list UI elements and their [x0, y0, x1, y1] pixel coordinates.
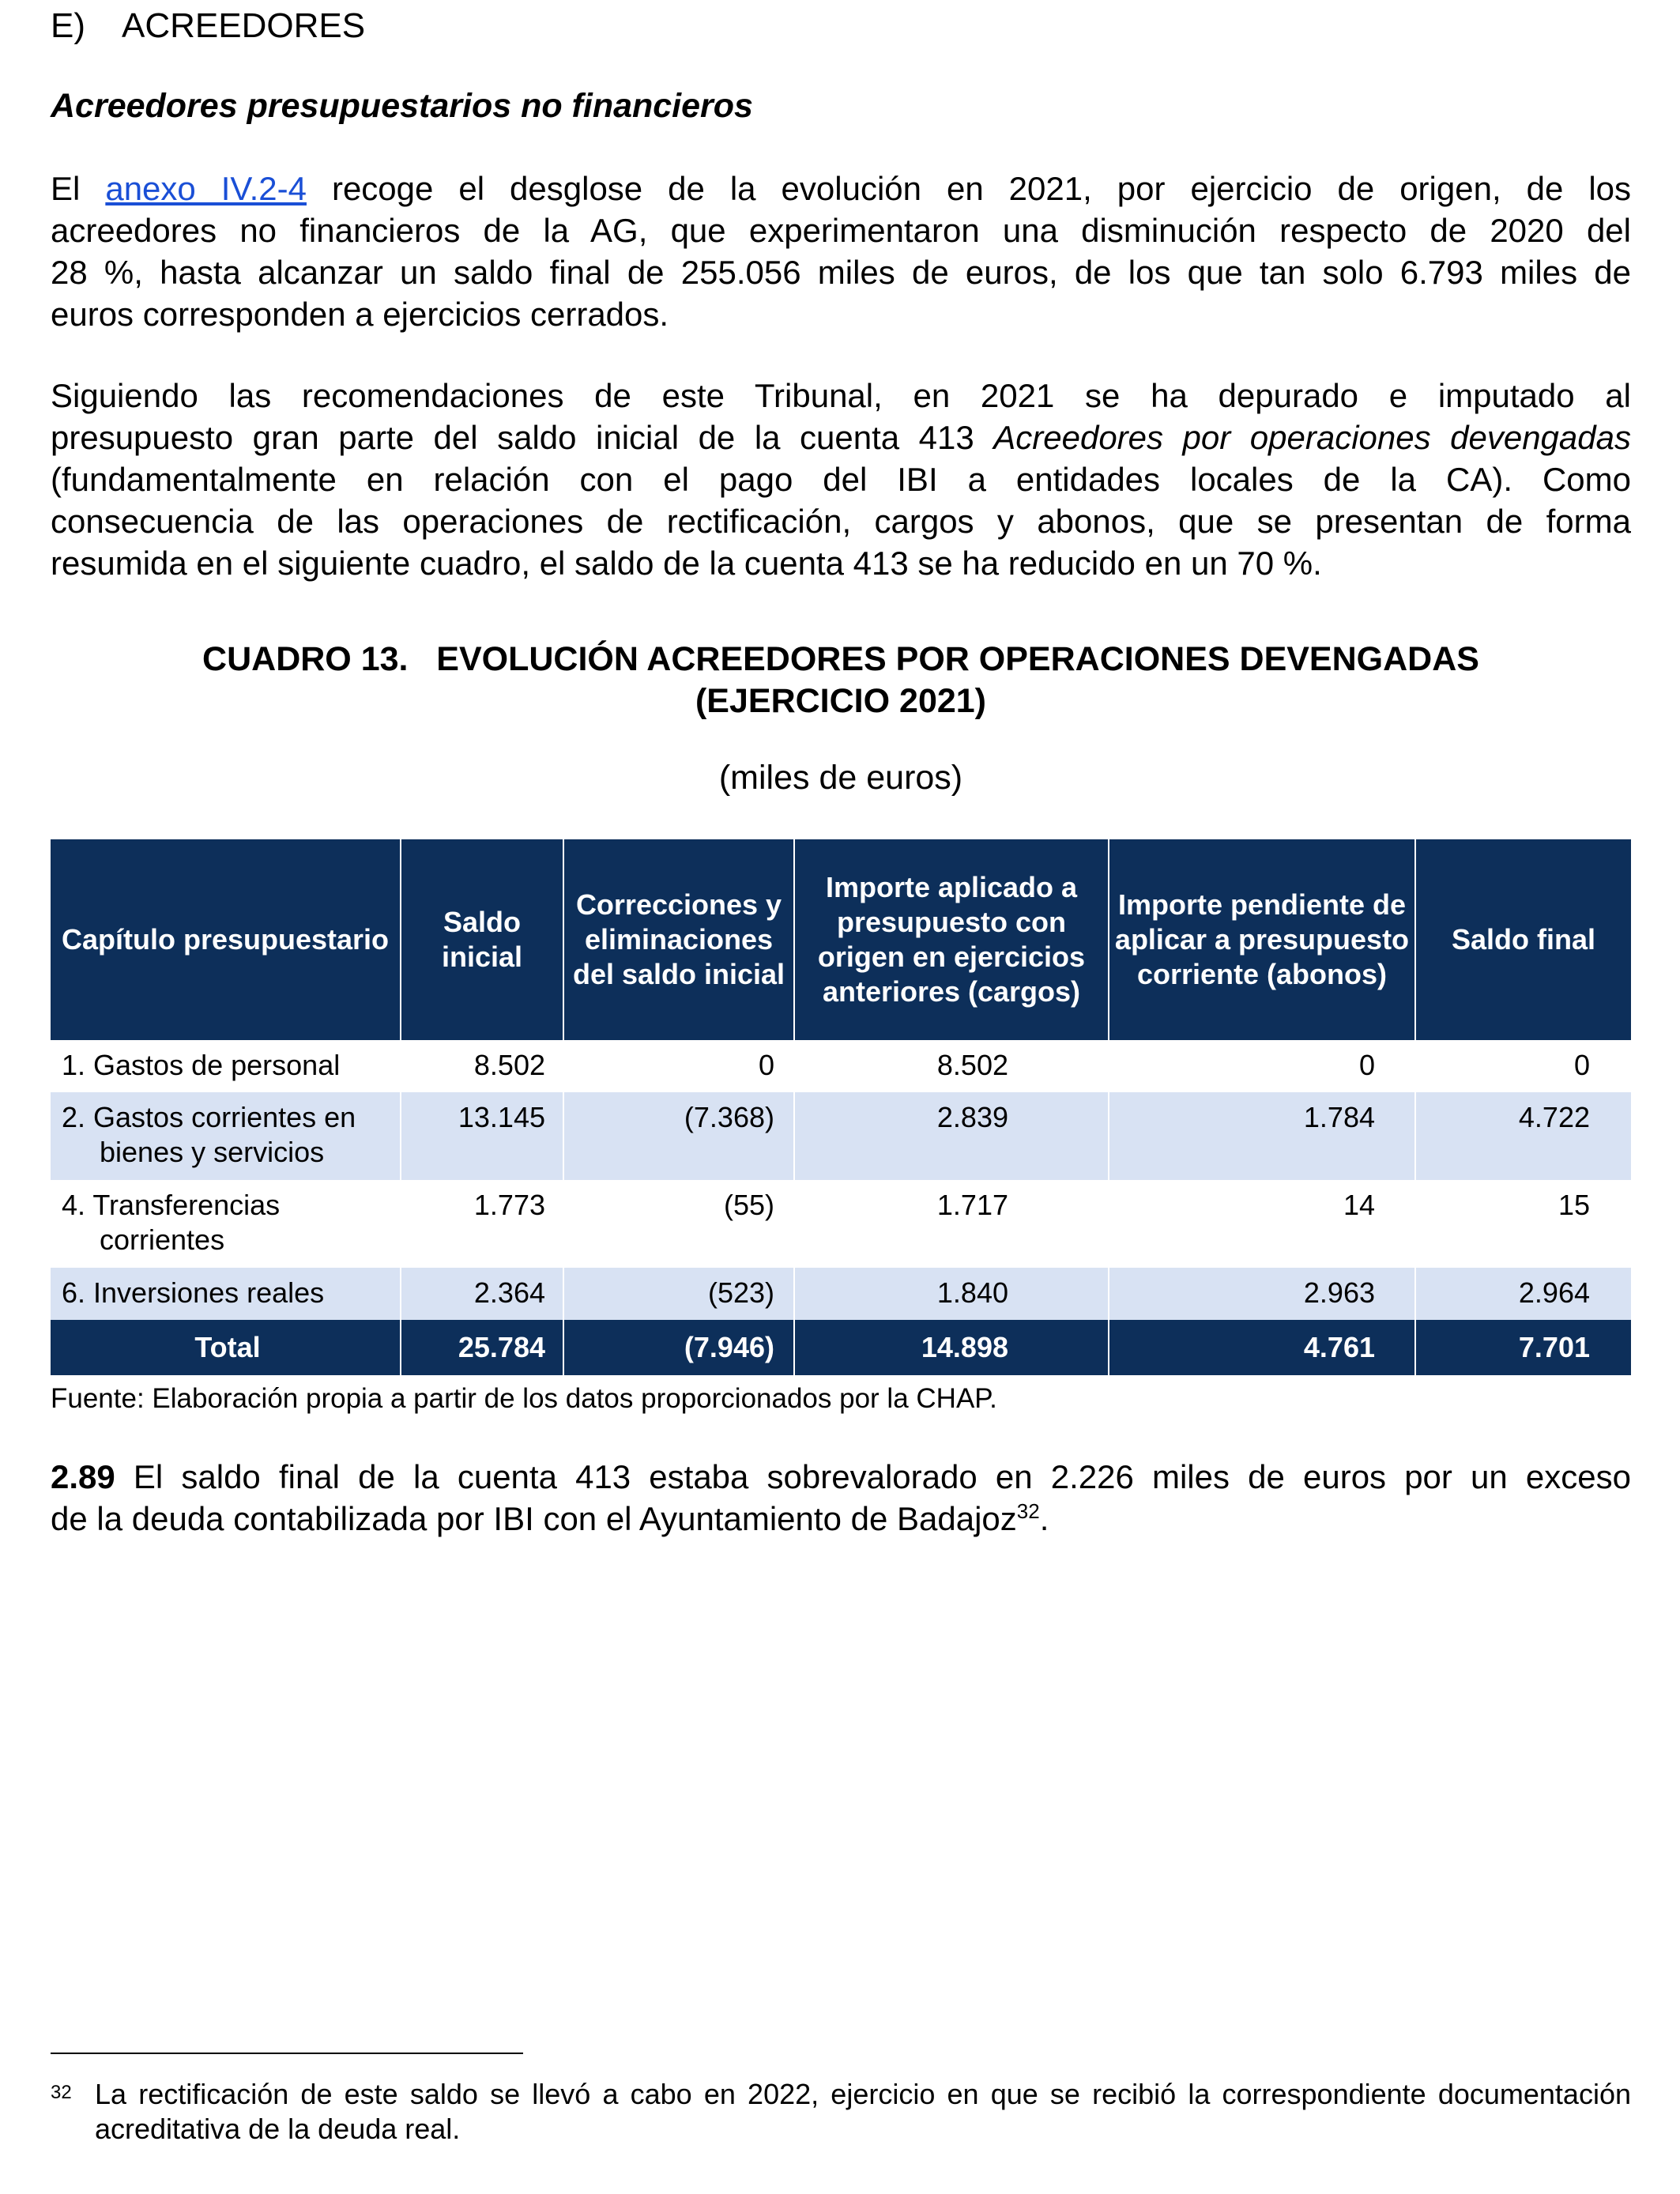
- cell-importe-pendiente: 2.963: [1109, 1268, 1415, 1320]
- paragraph-acreedores: [51, 168, 1631, 335]
- cell-saldo-final: 15: [1558, 1189, 1590, 1221]
- text-fragment: El saldo final de la cuenta 413 estaba sobrevalorado en 2.226 miles de euros por un exceso: [115, 1458, 1631, 1495]
- footnote-number: 32: [51, 2082, 72, 2103]
- table-source: Fuente: Elaboración propia a partir de los datos proporcionados por la CHAP.: [51, 1383, 997, 1414]
- text-fragment: recoge el desglose de la evolución en 2021, por ejercicio de origen, de los: [306, 170, 1632, 207]
- total-saldo-inicial: 25.784: [401, 1320, 563, 1375]
- col-header-importe-pendiente: Importe pendiente de aplicar a presupuesto corriente (abonos): [1109, 839, 1415, 1040]
- total-label: Total: [51, 1320, 401, 1375]
- paragraph-2-89: [51, 1456, 1631, 1540]
- row-label-text: 4. Transferencias: [62, 1189, 281, 1221]
- cell-saldo-inicial: 8.502: [401, 1040, 563, 1092]
- table-header-row: [51, 839, 1631, 1040]
- table-row: [51, 1092, 1631, 1180]
- table-row: [51, 1268, 1631, 1320]
- text-fragment: presupuesto gran parte del saldo inicial de la cuenta 413: [51, 419, 994, 456]
- text-fragment: .: [1039, 1500, 1049, 1537]
- cell-importe-aplicado: 2.839: [794, 1092, 1109, 1180]
- cell-saldo-final: 4.722: [1415, 1092, 1631, 1180]
- cell-importe-aplicado: 1.840: [794, 1268, 1109, 1320]
- section-label: E): [51, 6, 85, 45]
- cell-saldo-inicial: 1.773: [401, 1180, 563, 1268]
- cell-correcciones: (55): [563, 1180, 794, 1268]
- table-total-row: [51, 1320, 1631, 1375]
- col-header-saldo-inicial: Saldo inicial: [401, 839, 563, 1040]
- text-fragment: de la deuda contabilizada por IBI con el Ayuntamiento de Badajoz: [51, 1500, 1017, 1537]
- paragraph-line: [51, 1456, 1631, 1498]
- evolution-table: [51, 839, 1631, 1375]
- col-header-correcciones: Correcciones y eliminaciones del saldo inicial: [563, 839, 794, 1040]
- cell-correcciones: 0: [563, 1040, 794, 1092]
- footnote-divider: [51, 2053, 523, 2054]
- paragraph-line: (fundamentalmente en relación con el pago del IBI a entidades locales de la CA). Como: [51, 461, 1631, 498]
- subsection-title: Acreedores presupuestarios no financieros: [51, 87, 753, 125]
- table-units: (miles de euros): [718, 759, 963, 797]
- cell-saldo-final: 2.964: [1415, 1268, 1631, 1320]
- footnote-line: La rectificación de este saldo se llevó a cabo en 2022, ejercicio en que se recibió la correspondiente documentación: [95, 2078, 1631, 2110]
- paragraph-line: Siguiendo las recomendaciones de este Tribunal, en 2021 se ha depurado e imputado al: [51, 377, 1631, 414]
- section-title: ACREEDORES: [122, 6, 366, 45]
- row-label-continuation: bienes y servicios: [100, 1136, 325, 1168]
- table-row: [51, 1180, 1631, 1268]
- paragraph-line: [51, 168, 1631, 209]
- cell-correcciones: (7.368): [563, 1092, 794, 1180]
- row-label-text: 2. Gastos corrientes en: [62, 1101, 356, 1133]
- footnote-line: acreditativa de la deuda real.: [95, 2113, 461, 2145]
- row-label-continuation: corrientes: [100, 1223, 225, 1256]
- total-correcciones: (7.946): [563, 1320, 794, 1375]
- row-label-text: 6. Inversiones reales: [62, 1276, 325, 1309]
- total-saldo-final: 7.701: [1415, 1320, 1631, 1375]
- cell-importe-pendiente: 0: [1109, 1040, 1415, 1092]
- table-caption: [51, 639, 1631, 722]
- cell-correcciones: (523): [563, 1268, 794, 1320]
- table-caption-line2: (EJERCICIO 2021): [695, 682, 987, 720]
- total-importe-pendiente: 4.761: [1109, 1320, 1415, 1375]
- footnote: [51, 2077, 1631, 2147]
- col-header-capitulo: Capítulo presupuestario: [51, 839, 401, 1040]
- total-importe-aplicado: 14.898: [794, 1320, 1109, 1375]
- account-name-italic: Acreedores por operaciones devengadas: [993, 419, 1631, 456]
- paragraph-line: [51, 1498, 1631, 1540]
- paragraph-line: euros corresponden a ejercicios cerrados.: [51, 296, 669, 333]
- paragraph-line: [51, 417, 1631, 458]
- cell-importe-pendiente: 14: [1109, 1180, 1415, 1268]
- footnote-reference[interactable]: 32: [1016, 1499, 1040, 1523]
- row-label: [51, 1268, 401, 1320]
- cell-importe-pendiente: 1.784: [1109, 1092, 1415, 1180]
- paragraph-line: 28 %, hasta alcanzar un saldo final de 255.056 miles de euros, de los que tan solo 6.793 miles de: [51, 254, 1631, 291]
- table-row: [51, 1040, 1631, 1092]
- section-heading: [51, 6, 365, 46]
- table-caption-line1: CUADRO 13. EVOLUCIÓN ACREEDORES POR OPERACIONES DEVENGADAS: [202, 640, 1479, 678]
- paragraph-line: acreedores no financieros de la AG, que experimentaron una disminución respecto de 2020 del: [51, 212, 1631, 249]
- row-label: [51, 1092, 401, 1180]
- col-header-saldo-final: Saldo final: [1415, 839, 1631, 1040]
- cell-saldo-inicial: 2.364: [401, 1268, 563, 1320]
- paragraph-line: consecuencia de las operaciones de rectificación, cargos y abonos, que se presentan de forma: [51, 503, 1631, 540]
- cell-saldo-inicial: 13.145: [401, 1092, 563, 1180]
- row-label-text: 1. Gastos de personal: [62, 1049, 341, 1081]
- anexo-link[interactable]: anexo IV.2-4: [105, 170, 307, 207]
- cell-importe-aplicado: 1.717: [794, 1180, 1109, 1268]
- row-label: [51, 1180, 401, 1268]
- row-label: [51, 1040, 401, 1092]
- paragraph-recomendaciones: [51, 375, 1631, 584]
- cell-saldo-final: 0: [1573, 1049, 1590, 1081]
- cell-importe-aplicado: 8.502: [794, 1040, 1109, 1092]
- paragraph-line: resumida en el siguiente cuadro, el saldo de la cuenta 413 se ha reducido en un 70 %.: [51, 545, 1322, 582]
- paragraph-number: 2.89: [51, 1458, 115, 1495]
- col-header-importe-aplicado: Importe aplicado a presupuesto con origen en ejercicios anteriores (cargos): [794, 839, 1109, 1040]
- text-fragment: El: [51, 170, 106, 207]
